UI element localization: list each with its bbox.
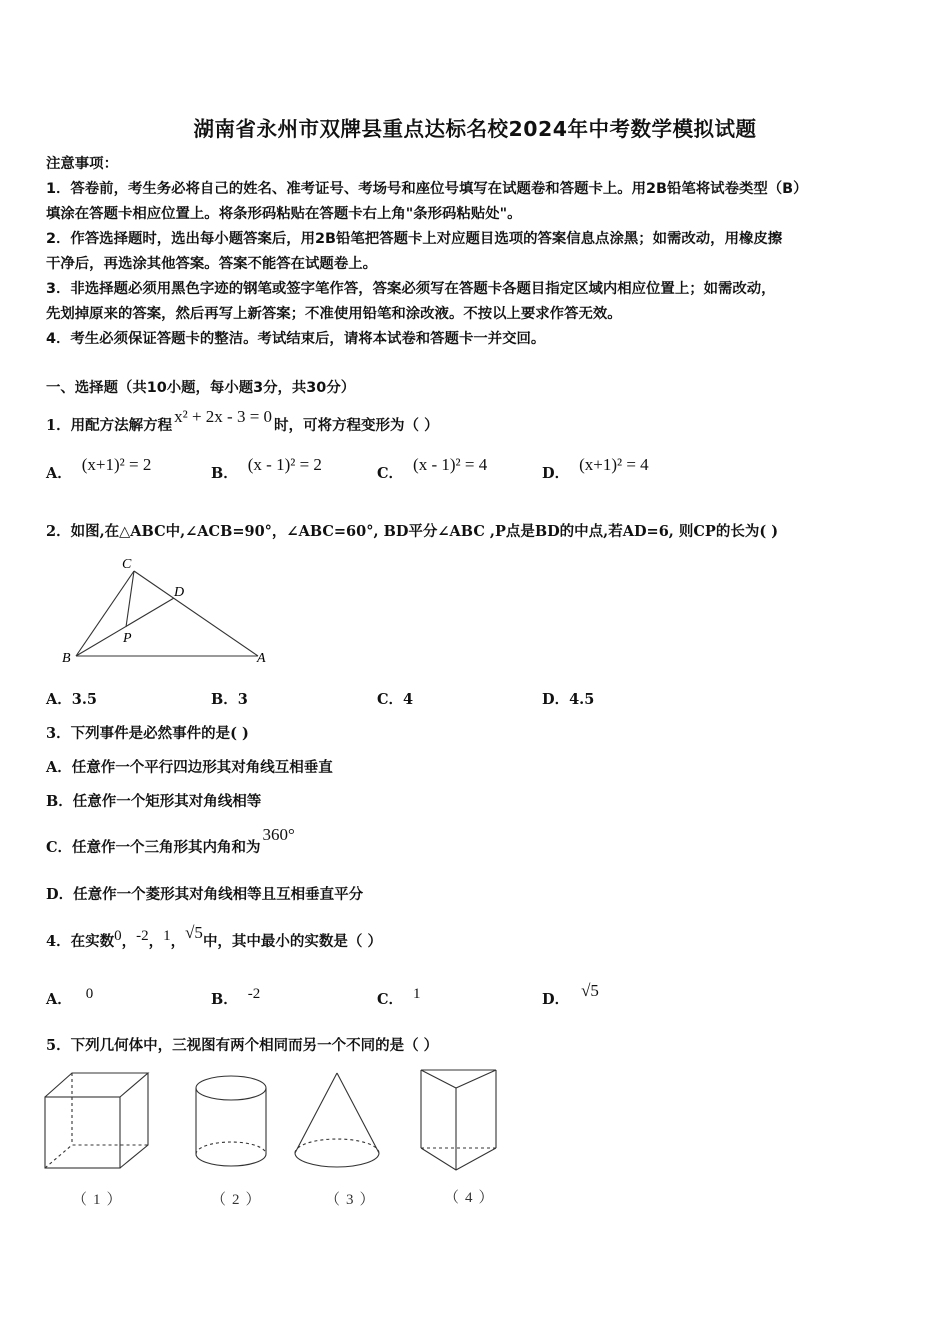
option-letter: D． [542,691,570,708]
note-line: 先划掉原来的答案，然后再写上新答案；不准使用铅笔和涂改液。不按以上要求作答无效。 [46,306,622,322]
question-5-stem: 5．下列几何体中，三视图有两个相同而另一个不同的是（ ） [46,1037,439,1054]
q1-option-d[interactable] [542,455,649,483]
number-neg2: -2 [136,928,149,944]
note-line: 填涂在答题卡相应位置上。将条形码粘贴在答题卡右上角"条形码粘贴处"。 [46,206,522,222]
page-title: 湖南省永州市双牌县重点达标名校2024年中考数学模拟试题 [193,117,757,141]
q4-option-b[interactable] [211,988,260,1009]
degree-value: 360° [262,825,295,844]
option-letter: C． [377,465,404,482]
q4-post: 中，其中最小的实数是（ ） [202,933,382,950]
option-text: -2 [247,986,261,1002]
note-line: 1．答卷前，考生务必将自己的姓名、准考证号、考场号和座位号填写在试题卷和答题卡上。用2B铅笔将试卷类型（B） [46,181,808,197]
q1-post: 时，可将方程变形为（ ） [274,417,439,434]
label-d: D [174,585,185,600]
label-p: P [123,631,132,646]
option-letter: D． [542,465,570,482]
cylinder-shape [196,1076,266,1166]
note-line: 4．考生必须保证答题卡的整洁。考试结束后，请将本试卷和答题卡一并交回。 [46,331,546,347]
option-letter: D． [542,991,570,1008]
q1-option-a[interactable] [46,455,152,483]
option-text: C．任意作一个三角形其内角和为 [46,839,261,856]
label-b: B [62,651,71,666]
prism-shape [421,1070,496,1170]
q3-option-b[interactable]: B．任意作一个矩形其对角线相等 [46,793,262,810]
option-text: 1 [413,986,421,1002]
option-letter: B． [211,991,238,1008]
separator: ， [121,933,137,950]
separator: ， [170,933,186,950]
option-letter: C． [377,991,404,1008]
note-line: 2．作答选择题时，选出每小题答案后，用2B铅笔把答题卡上对应题目选项的答案信息点涂黑；如需改动，用橡皮擦 [46,231,783,247]
q1-option-c[interactable] [377,455,488,483]
q4-option-c[interactable] [377,988,421,1009]
q3-option-d[interactable]: D．任意作一个菱形其对角线相等且互相垂直平分 [46,886,364,903]
q3-option-a[interactable]: A．任意作一个平行四边形其对角线互相垂直 [46,759,333,776]
solids-figure [40,1068,510,1178]
q1-pre: 1．用配方法解方程 [46,417,173,434]
option-text: 0 [85,986,94,1002]
question-3-stem: 3．下列事件是必然事件的是( ) [46,725,249,742]
cone-shape [295,1073,379,1167]
option-text: (x+1)² = 4 [579,455,649,474]
q2-option-c[interactable] [377,688,413,709]
notes-heading: 注意事项： [46,156,118,172]
option-letter: C． [377,691,404,708]
triangle-figure [58,554,278,670]
q4-option-a[interactable] [46,988,93,1009]
separator: ， [148,933,164,950]
figure-label-1: （1） [72,1192,128,1208]
section-heading: 一、选择题（共10小题，每小题3分，共30分） [46,380,356,396]
note-line: 干净后，再选涂其他答案。答案不能答在试题卷上。 [46,256,377,272]
option-letter: A． [46,465,72,482]
label-a: A [257,651,266,666]
q3-option-c[interactable] [46,825,295,857]
question-4-stem [46,923,382,951]
q2-option-b[interactable] [211,688,248,709]
option-letter: B． [211,465,238,482]
q1-option-b[interactable] [211,455,322,483]
question-1-stem [46,407,439,435]
q2-option-d[interactable] [542,688,594,709]
option-text: (x+1)² = 2 [81,455,152,474]
q4-option-d[interactable] [542,981,599,1009]
option-text: 4 [403,691,414,708]
segment-cp [126,571,134,627]
segment-bd [76,598,174,656]
number-sqrt5: √5 [185,923,203,942]
label-c: C [122,557,132,572]
q1-equation: x² + 2x - 3 = 0 [174,407,273,426]
option-text: 4.5 [569,691,595,708]
figure-label-2: （2） [211,1192,267,1208]
number-0: 0 [114,928,122,944]
option-text: (x - 1)² = 2 [247,455,322,474]
q4-pre: 4．在实数 [46,933,115,950]
option-letter: B． [211,691,238,708]
figure-label-3: （3） [325,1192,381,1208]
option-text: 3 [237,691,248,708]
option-text: √5 [581,981,599,1000]
note-line: 3．非选择题必须用黑色字迹的钢笔或签字笔作答，答案必须写在答题卡各题目指定区域内相应位置上；如需改动， [46,281,776,297]
option-text: 3.5 [71,691,97,708]
option-letter: A． [46,691,72,708]
segment-ca [134,571,258,656]
option-letter: A． [46,991,72,1008]
q2-option-a[interactable] [46,688,97,709]
cube-shape [45,1073,148,1168]
option-text: (x - 1)² = 4 [413,455,488,474]
question-2-stem: 2．如图,在△ABC中,∠ACB=90°，∠ABC=60°, BD平分∠ABC ,P点是BD的中点,若AD=6, 则CP的长为( ) [46,523,779,540]
number-1: 1 [163,928,171,944]
figure-label-4: （4） [444,1190,500,1206]
